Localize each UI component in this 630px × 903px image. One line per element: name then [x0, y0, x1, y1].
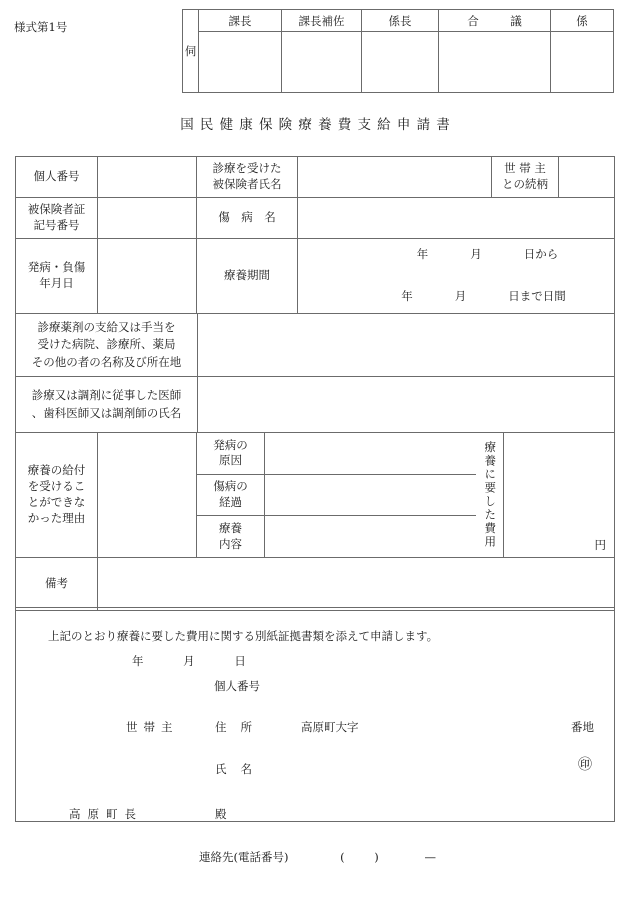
declaration-address-suffix: 番地 — [571, 720, 594, 734]
declaration-statement: 上記のとおり療養に要した費用に関する別紙証拠書類を添えて申請します。 — [48, 629, 439, 643]
approval-header-clerk: 係 — [551, 10, 613, 32]
form-number-label: 様式第1号 — [14, 20, 68, 34]
contact-label: 連絡先(電話番号) — [199, 850, 289, 864]
personal-number-label: 個人番号 — [16, 157, 98, 197]
declaration-householder-label: 世帯主 — [126, 720, 179, 734]
relation-to-householder-field[interactable] — [559, 157, 615, 197]
row-remarks — [16, 558, 615, 611]
row-practitioner — [16, 377, 615, 433]
declaration-year-label: 年 — [132, 654, 144, 668]
institution-label: 診療薬剤の支給又は手当を 受けた病院、診療所、薬局 その他の者の名称及び所在地 — [16, 314, 198, 376]
row-personal-number — [16, 157, 615, 198]
period-from-line — [354, 247, 559, 263]
period-to-month: 月 — [454, 289, 467, 304]
seal-icon: ㊞ — [578, 757, 592, 773]
contact-phone-line[interactable] — [199, 849, 436, 865]
declaration-box — [15, 607, 615, 822]
declaration-name-label: 氏名 — [215, 762, 266, 776]
onset-date-field[interactable] — [98, 239, 197, 313]
declaration-month-label: 月 — [183, 654, 195, 668]
treatment-content-label: 療養 内容 — [197, 516, 265, 557]
approval-stub-label: 伺 — [183, 10, 199, 92]
period-to-year: 年 — [401, 289, 413, 304]
reason-label: 療養の給付 を受けるこ とができな かった理由 — [16, 433, 98, 557]
course-label: 傷病の 経過 — [197, 475, 265, 516]
cause-field[interactable] — [265, 433, 476, 474]
disease-name-field[interactable] — [298, 198, 615, 238]
row-reason — [16, 433, 615, 558]
treatment-content-field[interactable] — [265, 516, 476, 557]
approval-stamp-box-deputy-chief[interactable] — [282, 32, 361, 92]
approval-stamp-box-clerk[interactable] — [551, 32, 613, 92]
insured-name-field[interactable] — [298, 157, 492, 197]
approval-header-consultation: 合 議 — [439, 10, 550, 32]
cause-label: 発病の 原因 — [197, 433, 265, 474]
declaration-day-label: 日 — [234, 654, 246, 668]
approval-column-clerk — [551, 10, 613, 92]
declaration-address-prefix[interactable]: 高原町大字 — [301, 720, 359, 734]
reason-subtable — [197, 433, 476, 557]
remarks-field[interactable] — [98, 558, 615, 610]
document-title: 国民健康保険療養費支給申請書 — [180, 117, 456, 133]
declaration-mayor-label: 高原町長 — [69, 807, 143, 821]
personal-number-field[interactable] — [98, 157, 197, 197]
approval-stamp-table — [182, 9, 614, 93]
insured-name-label: 診療を受けた 被保険者氏名 — [197, 157, 298, 197]
course-field[interactable] — [265, 475, 476, 516]
approval-stamp-box-section-chief[interactable] — [199, 32, 281, 92]
cost-unit-label: 円 — [594, 538, 606, 552]
row-institution — [16, 314, 615, 377]
period-to-day: 日まで — [508, 289, 543, 304]
declaration-dono-label: 殿 — [215, 807, 227, 821]
row-onset-and-period — [16, 239, 615, 314]
contact-paren-open: ( — [340, 850, 345, 864]
approval-column-subsection-chief — [362, 10, 439, 92]
approval-stamp-box-consultation[interactable] — [439, 32, 550, 92]
row-insurance-card — [16, 198, 615, 239]
declaration-date-line[interactable] — [132, 653, 246, 669]
declaration-address-label: 住所 — [215, 720, 266, 734]
disease-name-label: 傷 病 名 — [197, 198, 298, 238]
institution-field[interactable] — [198, 314, 615, 376]
approval-column-consultation — [439, 10, 551, 92]
practitioner-field[interactable] — [198, 377, 615, 432]
main-form-table — [15, 156, 615, 611]
period-to-line — [338, 289, 574, 305]
period-from-month: 月 — [470, 247, 482, 261]
declaration-my-number-label: 個人番号 — [214, 679, 260, 693]
reason-sub-row-course — [197, 475, 476, 517]
approval-columns — [199, 10, 613, 92]
approval-stamp-box-subsection-chief[interactable] — [362, 32, 438, 92]
contact-paren-close: ) — [374, 850, 379, 864]
practitioner-label: 診療又は調剤に従事した医師 、歯科医師又は調剤師の氏名 — [16, 377, 198, 432]
cost-vertical-label: 療養に要した費用 — [476, 433, 504, 557]
reason-sub-row-cause — [197, 433, 476, 475]
approval-header-subsection-chief: 係長 — [362, 10, 438, 32]
approval-header-deputy-chief: 課長補佐 — [282, 10, 361, 32]
approval-column-deputy-chief — [282, 10, 362, 92]
approval-column-section-chief — [199, 10, 282, 92]
relation-to-householder-label: 世 帯 主 との続柄 — [492, 157, 559, 197]
treatment-period-label: 療養期間 — [197, 239, 298, 313]
treatment-period-field[interactable] — [298, 239, 615, 313]
cost-field[interactable] — [504, 433, 615, 557]
remarks-label: 備考 — [16, 558, 98, 610]
onset-date-label: 発病・負傷 年月日 — [16, 239, 98, 313]
approval-header-section-chief: 課長 — [199, 10, 281, 32]
period-from-day: 日から — [523, 247, 559, 261]
reason-field[interactable] — [98, 433, 197, 557]
period-total-days: 日間 — [542, 289, 566, 304]
contact-dash: — — [424, 850, 436, 864]
reason-sub-row-content — [197, 516, 476, 557]
insurance-card-number-field[interactable] — [98, 198, 197, 238]
insurance-card-number-label: 被保険者証 記号番号 — [16, 198, 98, 238]
period-from-year: 年 — [416, 247, 429, 261]
